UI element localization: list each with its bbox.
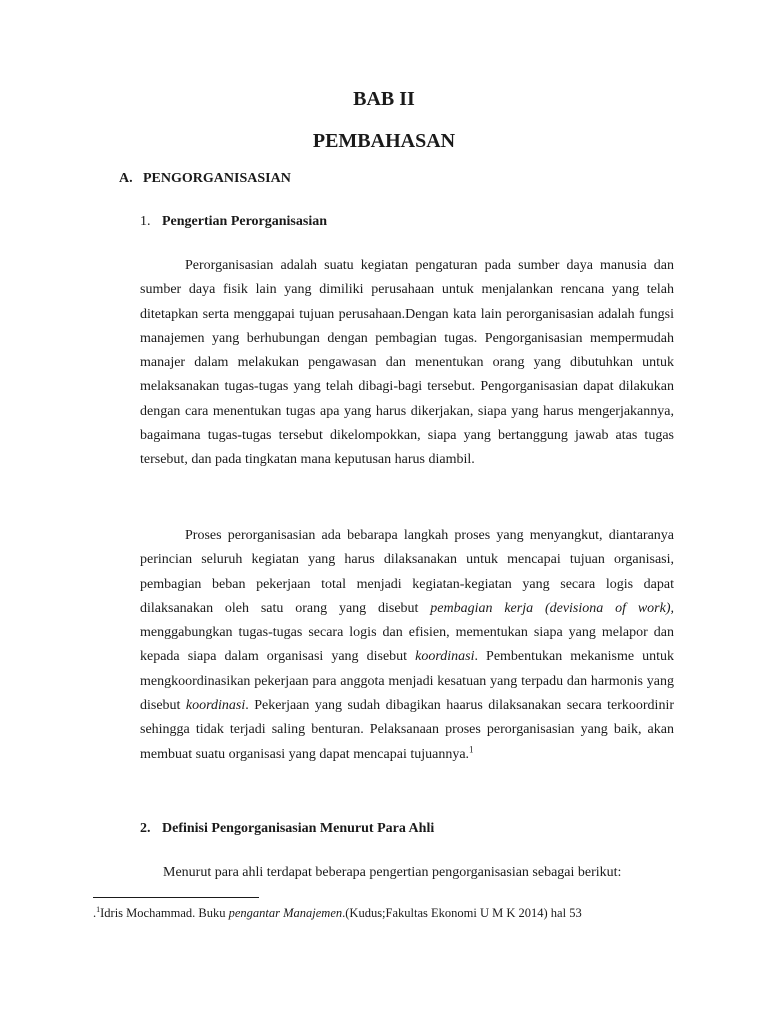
footnote-reference[interactable]: 1 [469,744,474,755]
italic-term: koordinasi [185,698,246,714]
paragraph-text: Proses perorganisasian ada bebarapa langkah proses yang menyangkut, diantaranya perincian seluruh kegiatan yang harus dilaksanakan untuk mencapai tujuan organisasi, pembagian beban pekerjaan total menjadi kegiatan-kegiatan yang secara logis dapat dilaksanakan oleh satu orang yang disebut [140,528,674,616]
footnote-text: .(Kudus;Fakultas Ekonomi U M K 2014) hal 53 [342,906,582,920]
subsection-title: Pengertian Perorganisasian [162,214,328,229]
footnote-book-title: pengantar Manajemen [228,906,343,920]
footnote-lead: . [93,906,97,920]
footnote-text: Idris Mochammad. Buku [100,906,229,920]
section-heading-a [119,171,291,187]
subsection-marker: 1. [140,214,151,229]
subsection-marker: 2. [140,821,151,836]
italic-term: koordinasi [415,649,475,665]
footnote-divider [93,897,259,898]
section-marker: A. [119,171,133,186]
footnote [93,906,582,921]
paragraph-text: . Pekerjaan yang sudah dibagikan haarus dilaksanakan secara terkoordinir sehingga tidak terjadi saling benturan. Pelaksanaan proses perorganisasian yang baik, akan membuat suatu organisasi yang dapat mencapai tujuannya. [140,698,674,762]
section-title: PENGORGANISASIAN [143,171,291,186]
chapter-title: PEMBAHASAN [312,130,456,152]
subsection-heading-1 [140,214,327,230]
subsection-title: Definisi Pengorganisasian Menurut Para Ahli [162,821,435,836]
italic-term: pembagian kerja (devisiona of work), [430,600,674,616]
paragraph-text: menggabungkan tugas-tugas secara logis dan efisien, mementukan siapa yang melapor dan kepada siapa dalam organisasi yang disebut [140,625,674,665]
paragraph-intro: Menurut para ahli terdapat beberapa pengertian pengorganisasian sebagai berikut: [163,865,622,880]
footnote-marker: 1 [96,904,101,914]
paragraph-definition: Perorganisasian adalah suatu kegiatan pengaturan pada sumber daya manusia dan sumber daya fisik lain yang dimiliki perusahaan untuk menjalankan rencana yang telah ditetapkan serta menggapai tujuan perusahaan.Dengan kata lain perorganisasian adalah fungsi manajemen yang berhubungan dengan pembagian tugas. Pengorganisasian mempermudah manajer dalam melakukan pengawasan dan menentukan orang yang dibutuhkan untuk melaksanakan tugas-tugas yang telah dibagi-bagi tersebut. Pengorganisasian dapat dilakukan dengan cara menentukan tugas apa yang harus dikerjakan, siapa yang harus mengerjakannya, bagaimana tugas-tugas tersebut dikelompokkan, siapa yang bertanggung jawab atas tugas tersebut, dan pada tingkatan mana keputusan harus diambil. [140,258,674,468]
subsection-heading-2 [140,821,434,837]
paragraph-text: . Pembentukan mekanisme untuk mengkoordinasikan pekerjaan para anggota menjadi kesatuan yang terpadu dan harmonis yang disebut [140,649,674,714]
paragraph-process [140,524,674,767]
chapter-number: BAB II [353,88,415,110]
